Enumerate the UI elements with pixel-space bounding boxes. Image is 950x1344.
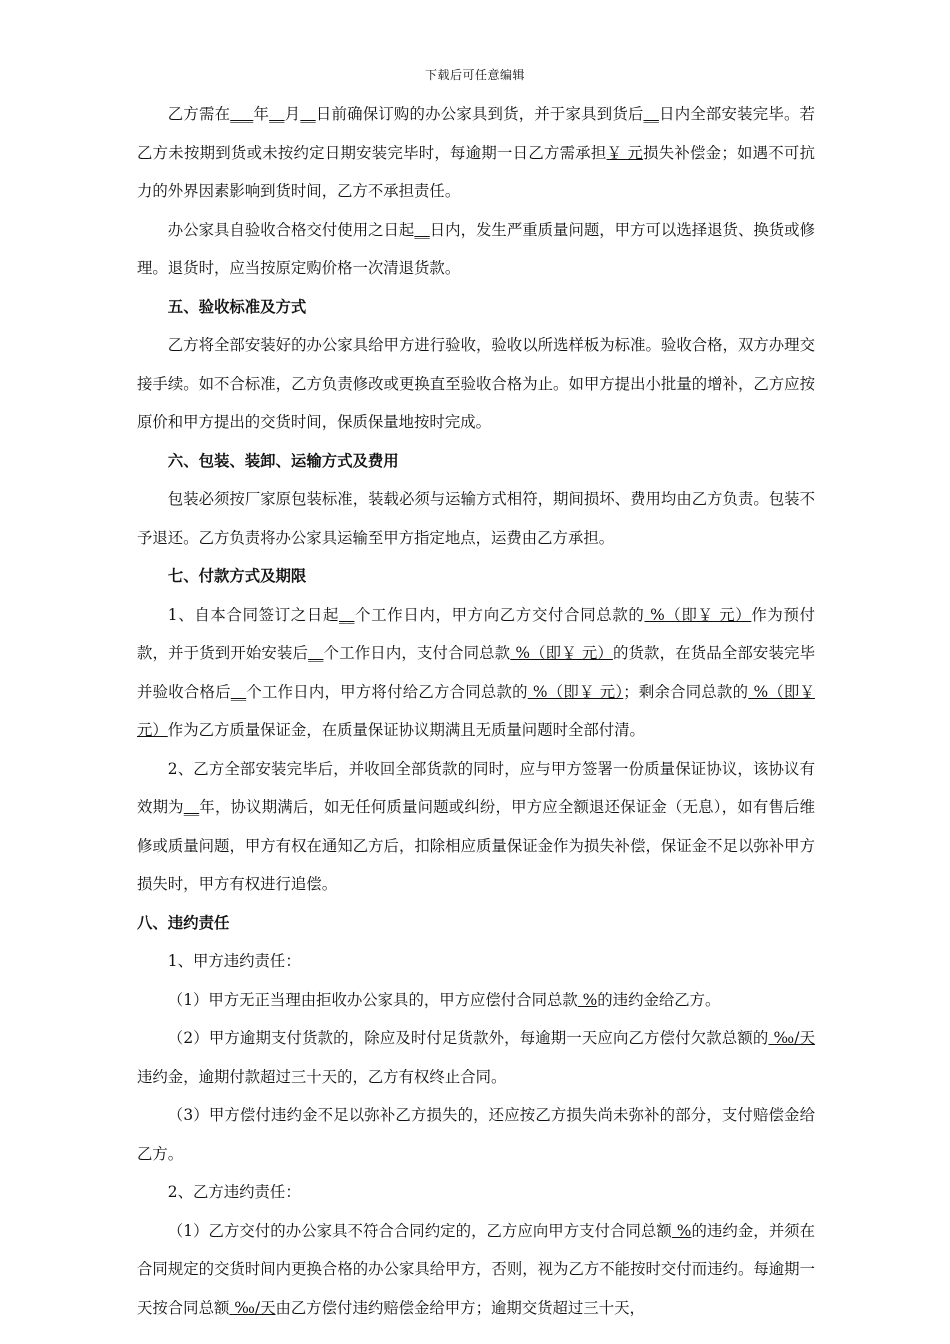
paragraph (137, 1212, 815, 1328)
blank-field: ‰/天 (768, 1029, 816, 1047)
text-run: （3）甲方偿付违约金不足以弥补乙方损失的，还应按乙方损失尚未弥补的部分，支付赔偿金给乙方。 (137, 1106, 815, 1163)
section-heading (137, 288, 815, 327)
paragraph (137, 95, 815, 211)
paragraph (137, 942, 815, 981)
blank-field: ‰/天 (229, 1298, 276, 1317)
text-run: 2、乙方违约责任： (167, 1183, 301, 1201)
blank-field: __ (414, 220, 430, 239)
text-run: 八、违约责任 (137, 913, 230, 932)
blank-field: ￥ 元 (606, 143, 644, 162)
paragraph (137, 981, 815, 1020)
blank-field: %（即￥ 元） (644, 605, 752, 624)
text-run: 日内全部安装完毕。若乙方未按期到货或未按约定日期安装完毕时，每逾期一日乙方需承担 (137, 105, 815, 162)
blank-field: __ (230, 682, 247, 701)
text-run: 的违约金给乙方。 (597, 990, 721, 1009)
text-run: 年 (253, 105, 270, 123)
blank-field: % (577, 990, 598, 1009)
paragraph (137, 1096, 815, 1173)
text-run: 由乙方偿付违约赔偿金给甲方；逾期交货超过三十天， (275, 1298, 645, 1317)
text-run: 个工作日内，甲方向乙方交付合同总款的 (354, 605, 645, 624)
text-run: （1）甲方无正当理由拒收办公家具的，甲方应偿付合同总款 (167, 990, 578, 1009)
text-run: 损失补偿金；如遇不可抗力的外界因素影响到货时间，乙方不承担责任。 (137, 143, 815, 200)
text-run: 七、付款方式及期限 (167, 567, 307, 585)
text-run: 1、甲方违约责任： (167, 952, 301, 970)
blank-field: __ (183, 798, 200, 816)
text-run: 五、验收标准及方式 (167, 297, 307, 316)
paragraph (137, 750, 815, 904)
text-run: （2）甲方逾期支付货款的，除应及时付足货款外，每逾期一天应向乙方偿付欠款总额的 (167, 1029, 769, 1047)
paragraph (137, 326, 815, 442)
blank-field: __ (269, 105, 285, 123)
blank-field: __ (308, 644, 324, 662)
paragraph (137, 480, 815, 557)
text-run: 的违约金，并须在合同规定的交货时间内更换合格的办公家具给甲方，否则，视为乙方不能按时交付而违约。每逾期一天按合同总额 (137, 1221, 815, 1317)
text-run: 乙方将全部安装好的办公家具给甲方进行验收，验收以所选样板为标准。验收合格，双方办理交接手续。如不合标准，乙方负责修改或更换直至验收合格为止。如甲方提出小批量的增补，乙方应按原价和甲方提出的交货时间，保质保量地按时完成。 (137, 336, 815, 431)
document-body (137, 95, 815, 1327)
text-run: 六、包装、装卸、运输方式及费用 (167, 451, 399, 470)
blank-field: % (671, 1221, 692, 1240)
text-run: 作为乙方质量保证金，在质量保证协议期满且无质量问题时全部付清。 (167, 721, 645, 739)
text-run: （1）乙方交付的办公家具不符合合同约定的，乙方应向甲方支付合同总额 (167, 1221, 672, 1240)
text-run: 日内，发生严重质量问题，甲方可以选择退货、换货或修理。退货时，应当按原定购价格一次清退货款。 (137, 220, 815, 277)
text-run: 包装必须按厂家原包装标准，装载必须与运输方式相符，期间损坏、费用均由乙方负责。包装不予退还。乙方负责将办公家具运输至甲方指定地点，运费由乙方承担。 (137, 490, 815, 547)
blank-field: %（即￥ 元） (527, 682, 624, 701)
section-heading (137, 904, 815, 943)
page-header: 下载后可任意编辑 (424, 68, 525, 82)
text-run: 日前确保订购的办公家具到货，并于家具到货后 (315, 105, 644, 123)
text-run: 作为预付款，并于货到开始安装后 (137, 605, 815, 662)
blank-field: __ (339, 605, 355, 624)
text-run: 违约金，逾期付款超过三十天的，乙方有权终止合同。 (137, 1067, 507, 1086)
blank-field: __ (300, 105, 316, 123)
section-heading (137, 442, 815, 481)
paragraph (137, 1019, 815, 1096)
blank-field: ___ (230, 105, 254, 123)
text-run: 个工作日内，甲方将付给乙方合同总款的 (246, 682, 528, 701)
text-run: 个工作日内，支付合同总款 (323, 644, 511, 662)
paragraph (137, 211, 815, 288)
blank-field: %（即￥ 元） (137, 682, 815, 739)
text-run: 年，协议期满后，如无任何质量问题或纠纷，甲方应全额退还保证金（无息），如有售后维修或质量问题，甲方有权在通知乙方后，扣除相应质量保证金作为损失补偿，保证金不足以弥补甲方损失时，甲方有权进行追偿。 (137, 798, 815, 893)
text-run: 月 (284, 105, 301, 123)
blank-field: %（即￥ 元） (510, 644, 613, 662)
text-run: 的货款，在货品全部安装完毕并验收合格后 (137, 644, 815, 701)
blank-field: __ (643, 105, 659, 123)
text-run: 乙方需在 (167, 105, 231, 123)
section-heading (137, 557, 815, 596)
text-run: 办公家具自验收合格交付使用之日起 (167, 220, 415, 239)
text-run: ；剩余合同总款的 (623, 682, 749, 701)
paragraph (137, 1173, 815, 1212)
paragraph (137, 596, 815, 750)
text-run: 1、自本合同签订之日起 (167, 605, 340, 624)
text-run: 2、乙方全部安装完毕后，并收回全部货款的同时，应与甲方签署一份质量保证协议，该协议有效期为 (137, 759, 815, 816)
